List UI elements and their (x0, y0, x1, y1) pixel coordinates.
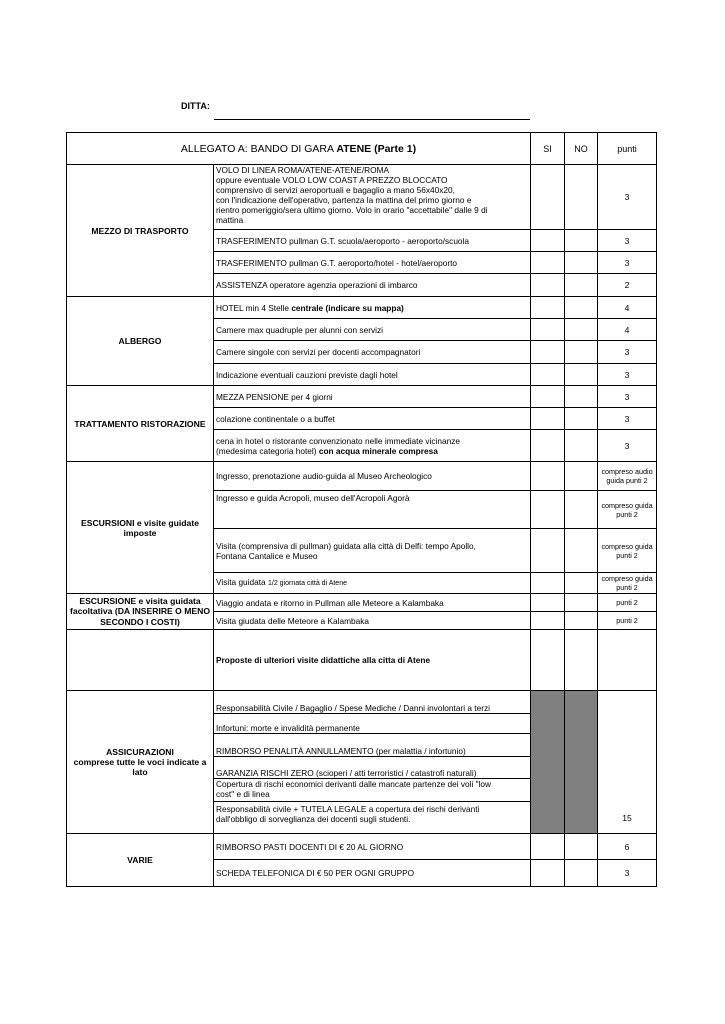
insurance-item: RIMBORSO PENALITÀ ANNULLAMENTO (per malattia / infortunio) (214, 734, 530, 757)
no-checkbox[interactable] (565, 341, 598, 364)
row-text: Indicazione eventuali cauzioni previste dagli hotel (214, 364, 531, 386)
no-checkbox[interactable] (565, 612, 598, 630)
si-checkbox[interactable] (531, 252, 565, 274)
insurance-list (214, 691, 531, 834)
company-field[interactable] (214, 119, 530, 120)
no-checkbox[interactable] (565, 252, 598, 274)
no-checkbox[interactable] (565, 430, 598, 462)
row-text: colazione continentale o a buffet (214, 408, 531, 430)
row-points: punti 2 (598, 612, 657, 630)
si-checkbox[interactable] (531, 430, 565, 462)
table-row (67, 462, 657, 491)
row-text: Proposte di ulteriori visite didattiche alla citta di Atene (214, 630, 531, 691)
col-points-header: punti (598, 133, 657, 165)
si-checkbox[interactable] (531, 612, 565, 630)
si-checkbox[interactable] (531, 230, 565, 252)
no-checkbox[interactable] (565, 630, 598, 691)
row-text: Visita (comprensiva di pullman) guidata alla città di Delfi: tempo Apollo, Fontana Cantalice e Museo (214, 529, 531, 573)
no-checkbox[interactable] (565, 834, 598, 860)
row-points: 15 (598, 691, 657, 834)
row-points: 4 (598, 319, 657, 341)
row-points: punti 2 (598, 594, 657, 612)
table-row (67, 165, 657, 230)
row-points: compreso guida punti 2 (598, 529, 657, 573)
si-checkbox[interactable] (531, 529, 565, 573)
row-points: compreso guida punti 2 (598, 573, 657, 594)
si-checkbox[interactable] (531, 386, 565, 408)
row-text: Camere singole con servizi per docenti accompagnatori (214, 341, 531, 364)
category-hotel: ALBERGO (67, 297, 214, 386)
row-points: 2 (598, 274, 657, 297)
no-disabled (565, 691, 598, 834)
category-misc: VARIE (67, 834, 214, 887)
no-checkbox[interactable] (565, 462, 598, 491)
no-checkbox[interactable] (565, 491, 598, 529)
row-points: 3 (598, 341, 657, 364)
si-checkbox[interactable] (531, 364, 565, 386)
row-points: 3 (598, 252, 657, 274)
category-excursions: ESCURSIONI e visite guidate imposte (67, 462, 214, 594)
table-title: ALLEGATO A: BANDO DI GARA ATENE (Parte 1) (67, 133, 531, 165)
row-text: TRASFERIMENTO pullman G.T. aeroporto/hotel - hotel/aeroporto (214, 252, 531, 274)
insurance-item: GARANZIA RISCHI ZERO (scioperi / atti terroristici / catastrofi naturali) (214, 757, 530, 779)
row-text: VOLO DI LINEA ROMA/ATENE-ATENE/ROMA oppure eventuale VOLO LOW COAST A PREZZO BLOCCATO comprensivo di servizi aeroportuali e bagaglio a mano 56x40x20, con l'indicazione dell'operativo, partenza la mattina del primo giorno e rientro pomeriggio/sera ultimo giorno. Volo in orario "accettabile" dalle 9 di mattina (214, 165, 531, 230)
si-checkbox[interactable] (531, 491, 565, 529)
category-insurance: ASSICURAZIONI comprese tutte le voci indicate a lato (67, 691, 214, 834)
row-text: MEZZA PENSIONE per 4 giorni (214, 386, 531, 408)
insurance-item: Responsabilità civile + TUTELA LEGALE a copertura dei rischi derivanti dall'obbligo di sorveglianza dei docenti sugli studenti. (216, 804, 480, 824)
row-points: compreso guida punti 2 (598, 491, 657, 529)
si-checkbox[interactable] (531, 297, 565, 319)
insurance-item: Copertura di rischi economici derivanti dalle mancate partenze dei voli "low cost" e di linea (214, 779, 530, 802)
tender-table (66, 132, 657, 887)
col-no-header: NO (565, 133, 598, 165)
col-si-header: SI (531, 133, 565, 165)
si-checkbox[interactable] (531, 834, 565, 860)
no-checkbox[interactable] (565, 529, 598, 573)
row-points: compreso audio guida punti 2 (598, 462, 657, 491)
no-checkbox[interactable] (565, 594, 598, 612)
row-text: Viaggio andata e ritorno in Pullman alle Meteore a Kalambaka (214, 594, 531, 612)
row-points: 3 (598, 165, 657, 230)
si-checkbox[interactable] (531, 462, 565, 491)
row-points: 3 (598, 860, 657, 887)
insurance-item: Responsabilità Civile / Bagaglio / Spese Mediche / Danni involontari a terzi (214, 691, 530, 714)
row-text: Visita guidata 1/2 giornata città di Atene (214, 573, 531, 594)
si-checkbox[interactable] (531, 594, 565, 612)
row-points: 3 (598, 386, 657, 408)
no-checkbox[interactable] (565, 573, 598, 594)
row-points: 3 (598, 430, 657, 462)
no-checkbox[interactable] (565, 408, 598, 430)
si-checkbox[interactable] (531, 573, 565, 594)
no-checkbox[interactable] (565, 364, 598, 386)
category-empty (67, 630, 214, 691)
row-points: 3 (598, 364, 657, 386)
si-checkbox[interactable] (531, 860, 565, 887)
no-checkbox[interactable] (565, 297, 598, 319)
no-checkbox[interactable] (565, 386, 598, 408)
row-text: Ingresso, prenotazione audio-guida al Museo Archeologico (214, 462, 531, 491)
category-transport: MEZZO DI TRASPORTO (67, 165, 214, 297)
no-checkbox[interactable] (565, 860, 598, 887)
no-checkbox[interactable] (565, 319, 598, 341)
row-points (598, 630, 657, 691)
row-text: Ingresso e guida Acropoli, museo dell'Acropoli Agorà (214, 491, 531, 529)
table-row (67, 594, 657, 612)
table-row (67, 630, 657, 691)
insurance-item: Infortuni: morte e invalidità permanente (214, 714, 530, 734)
si-checkbox[interactable] (531, 319, 565, 341)
row-text: Visita giudata delle Meteore a Kalambaka (214, 612, 531, 630)
si-checkbox[interactable] (531, 165, 565, 230)
si-checkbox[interactable] (531, 274, 565, 297)
table-row (67, 386, 657, 408)
no-checkbox[interactable] (565, 274, 598, 297)
row-text: cena in hotel o ristorante convenzionato nelle immediate vicinanze (medesima categoria hotel) con acqua minerale compresa (214, 430, 531, 462)
category-board: TRATTAMENTO RISTORAZIONE (67, 386, 214, 462)
row-text: SCHEDA TELEFONICA DI € 50 PER OGNI GRUPPO (214, 860, 531, 887)
row-text: Camere max quadruple per alunni con servizi (214, 319, 531, 341)
row-text: TRASFERIMENTO pullman G.T. scuola/aeroporto - aeroporto/scuola (214, 230, 531, 252)
row-text: RIMBORSO PASTI DOCENTI DI € 20 AL GIORNO (214, 834, 531, 860)
no-checkbox[interactable] (565, 165, 598, 230)
row-points: 3 (598, 408, 657, 430)
table-row (67, 297, 657, 319)
row-points: 6 (598, 834, 657, 860)
si-checkbox[interactable] (531, 630, 565, 691)
si-checkbox[interactable] (531, 408, 565, 430)
table-row (67, 834, 657, 860)
si-disabled (531, 691, 565, 834)
category-optional: ESCURSIONE e visita guidata facoltativa (DA INSERIRE O MENO SECONDO I COSTI) (67, 594, 214, 630)
table-row (67, 691, 657, 834)
row-text: ASSISTENZA operatore agenzia operazioni di imbarco (214, 274, 531, 297)
row-text: HOTEL min 4 Stelle centrale (indicare su mappa) (214, 297, 531, 319)
no-checkbox[interactable] (565, 230, 598, 252)
row-points: 3 (598, 230, 657, 252)
row-points: 4 (598, 297, 657, 319)
company-label: DITTA: (181, 101, 210, 111)
table-header (67, 133, 657, 165)
si-checkbox[interactable] (531, 341, 565, 364)
